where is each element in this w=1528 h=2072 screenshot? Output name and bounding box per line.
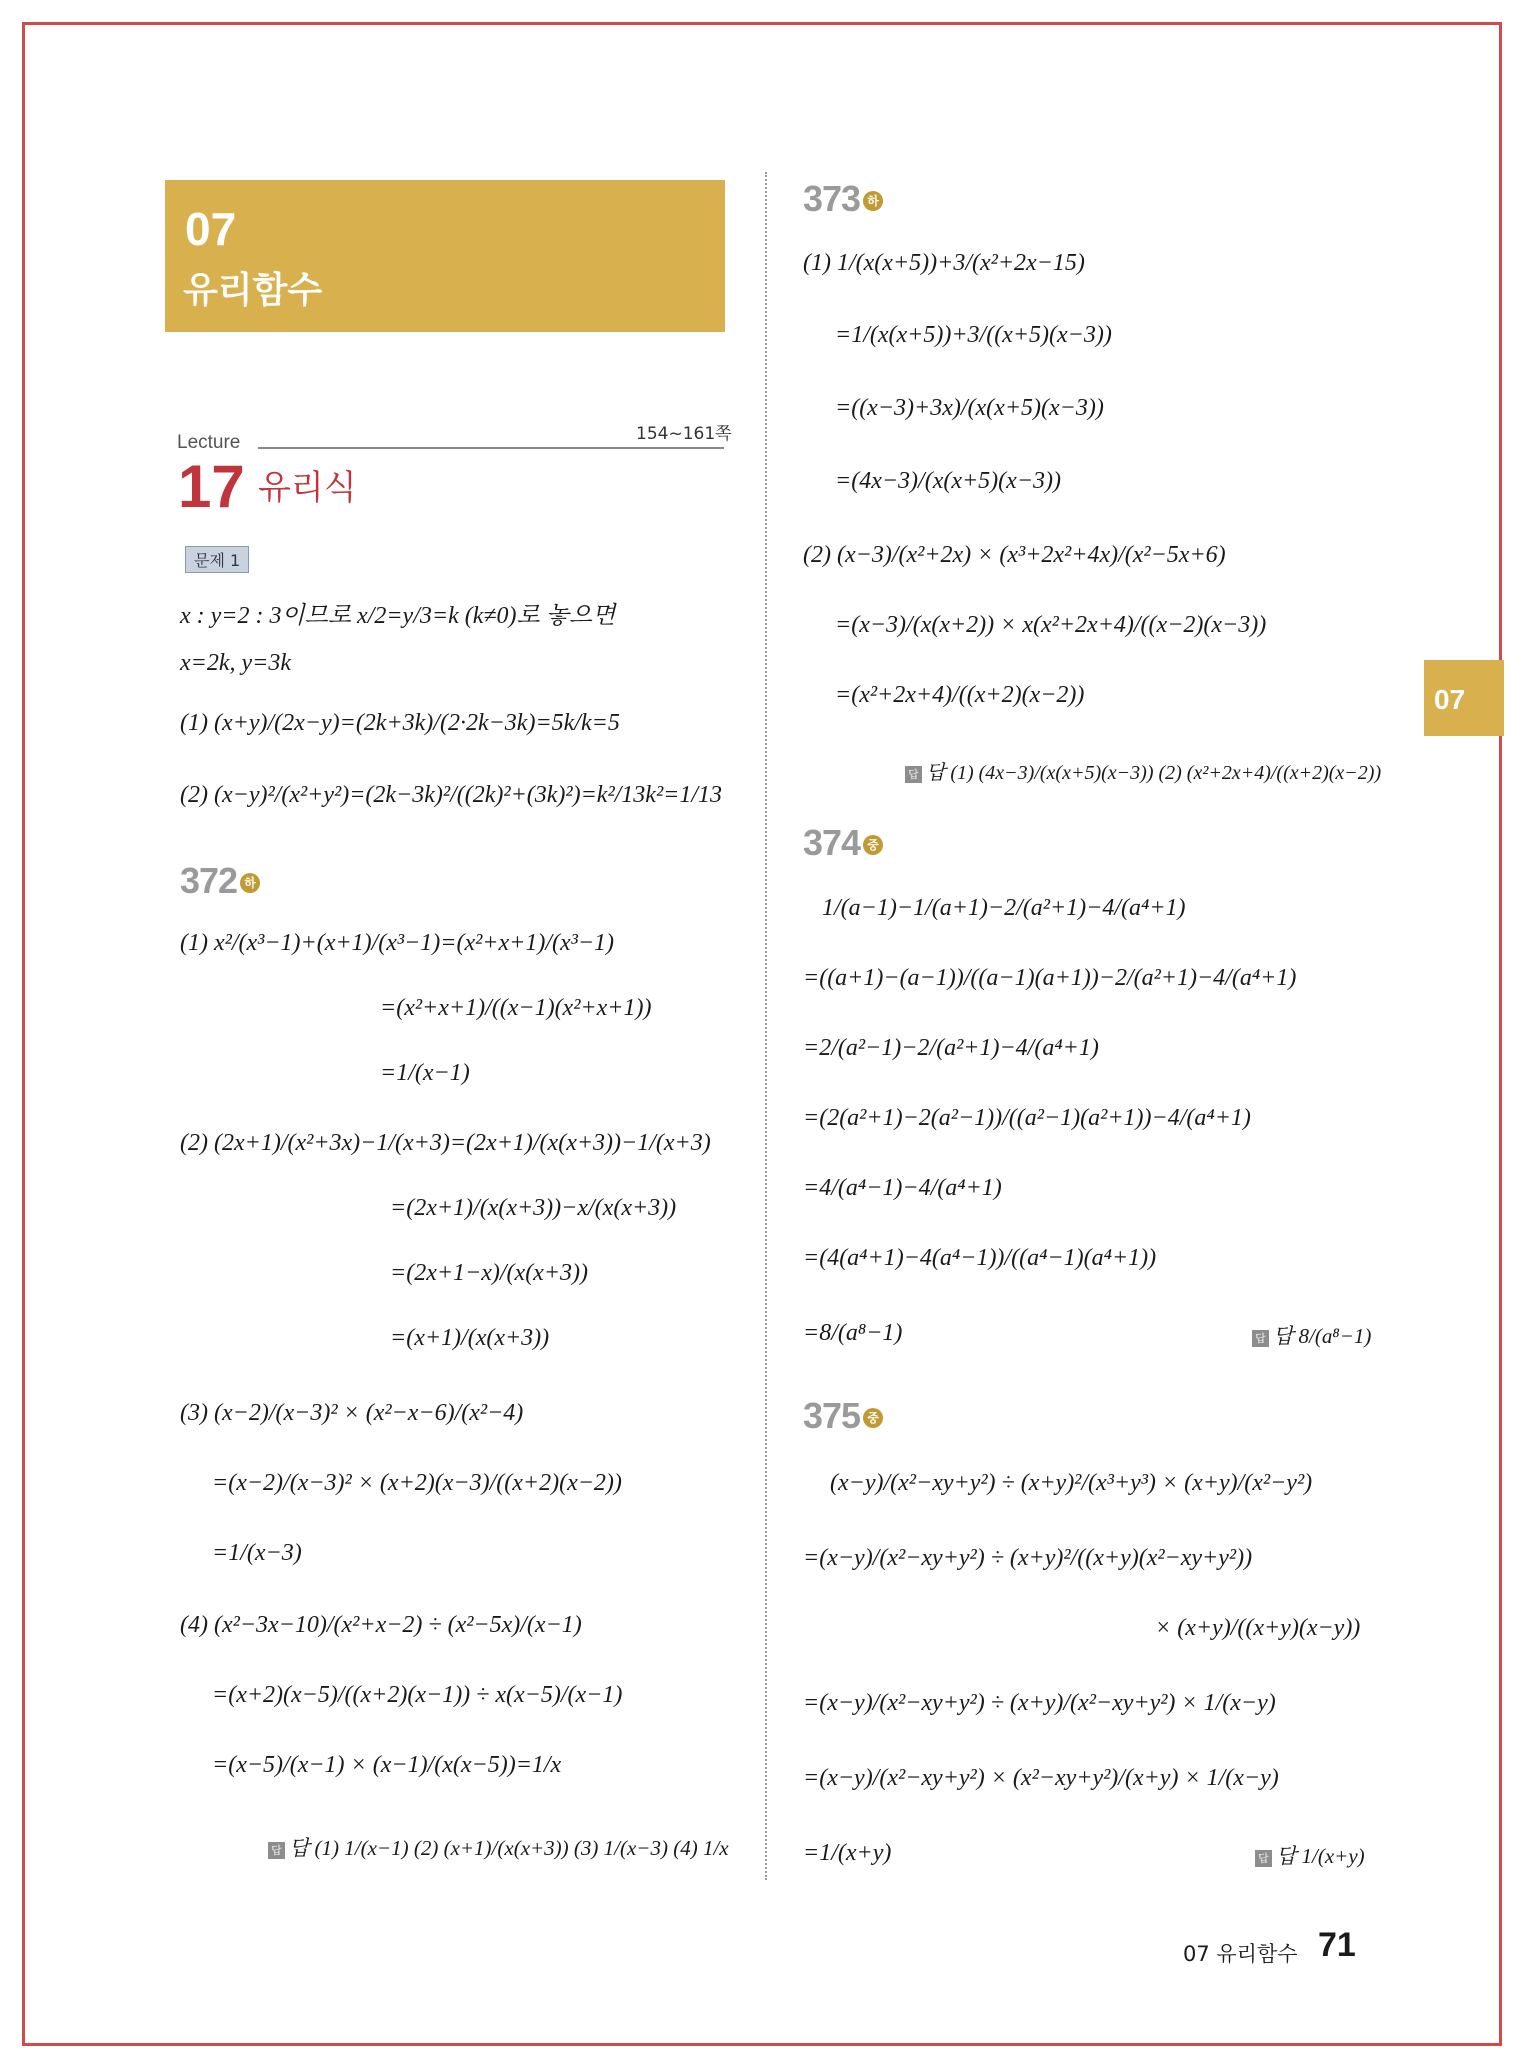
answer-text: 답 (1) 1/(x−1) (2) (x+1)/(x(x+3)) (3) 1/(x−3) (4) 1/x: [289, 1836, 729, 1860]
chapter-side-tab: [1424, 660, 1504, 736]
chapter-title: 유리함수: [183, 270, 323, 311]
munje-line: (1) (x+y)/(2x−y)=(2k+3k)/(2·2k−3k)=5k/k=5: [180, 710, 620, 736]
level-badge: 하: [240, 873, 260, 893]
answer-icon: 답: [268, 1842, 285, 1859]
lecture-number: 17: [178, 453, 245, 520]
solution-line: (4) (x²−3x−10)/(x²+x−2) ÷ (x²−5x)/(x−1): [180, 1612, 582, 1638]
problem-375-heading: [803, 1395, 883, 1437]
answer-text: 답 1/(x+y): [1276, 1844, 1365, 1868]
munje-label: 문제 1: [185, 546, 249, 573]
solution-line: =(2(a²+1)−2(a²−1))/((a²−1)(a²+1))−4/(a⁴+1): [803, 1105, 1251, 1131]
level-badge: 하: [863, 191, 883, 211]
solution-line: =(x−y)/(x²−xy+y²) × (x²−xy+y²)/(x+y) × 1/(x−y): [803, 1765, 1279, 1791]
solution-line: (2) (x−3)/(x²+2x) × (x³+2x²+4x)/(x²−5x+6): [803, 542, 1226, 568]
solution-line: =1/(x(x+5))+3/((x+5)(x−3)): [835, 322, 1112, 348]
solution-line: =(x−5)/(x−1) × (x−1)/(x(x−5))=1/x: [212, 1752, 562, 1778]
solution-line: =(x−3)/(x(x+2)) × x(x²+2x+4)/((x−2)(x−3)): [835, 612, 1267, 638]
lecture-title: 유리식: [258, 468, 357, 508]
problem-number: 372: [180, 860, 238, 901]
level-badge: 중: [863, 835, 883, 855]
solution-line: =(x−y)/(x²−xy+y²) ÷ (x+y)/(x²−xy+y²) × 1/(x−y): [803, 1690, 1276, 1716]
solution-line: =2/(a²−1)−2/(a²+1)−4/(a⁴+1): [803, 1035, 1099, 1061]
solution-line: × (x+y)/((x+y)(x−y)): [1155, 1615, 1361, 1641]
solution-line: =1/(x+y): [803, 1840, 892, 1866]
side-tab-label: 07: [1434, 684, 1466, 715]
solution-line: =((a+1)−(a−1))/((a−1)(a+1))−2/(a²+1)−4/(a⁴+1): [803, 965, 1297, 991]
chapter-number: 07: [185, 203, 237, 255]
solution-line: =(x−2)/(x−3)² × (x+2)(x−3)/((x+2)(x−2)): [212, 1470, 622, 1496]
answer-icon: 답: [905, 766, 922, 783]
answer-line: [1255, 1840, 1365, 1870]
solution-line: =(x²+2x+4)/((x+2)(x−2)): [835, 682, 1085, 708]
solution-line: =((x−3)+3x)/(x(x+5)(x−3)): [835, 395, 1104, 421]
solution-line: (2) (2x+1)/(x²+3x)−1/(x+3)=(2x+1)/(x(x+3))−1/(x+3): [180, 1130, 711, 1156]
column-divider: [765, 172, 767, 1880]
munje-line: x=2k, y=3k: [180, 650, 291, 676]
answer-line: [268, 1832, 729, 1862]
solution-line: =(x−y)/(x²−xy+y²) ÷ (x+y)²/((x+y)(x²−xy+y²)): [803, 1545, 1253, 1571]
solution-line: =(2x+1)/(x(x+3))−x/(x(x+3)): [390, 1195, 677, 1221]
answer-line: [905, 756, 1381, 785]
solution-line: =(4(a⁴+1)−4(a⁴−1))/((a⁴−1)(a⁴+1)): [803, 1245, 1157, 1271]
solution-line: =(x²+x+1)/((x−1)(x²+x+1)): [380, 995, 652, 1021]
problem-number: 375: [803, 1395, 861, 1436]
answer-text: 답 (1) (4x−3)/(x(x+5)(x−3)) (2) (x²+2x+4)/((x+2)(x−2)): [926, 762, 1382, 784]
lecture-rule: [258, 447, 724, 449]
lecture-label: Lecture: [177, 432, 241, 453]
solution-line: =1/(x−1): [380, 1060, 470, 1086]
solution-line: (1) 1/(x(x+5))+3/(x²+2x−15): [803, 250, 1085, 276]
solution-line: =(x+2)(x−5)/((x+2)(x−1)) ÷ x(x−5)/(x−1): [212, 1682, 623, 1708]
solution-line: =(x+1)/(x(x+3)): [390, 1325, 550, 1351]
munje-line: (2) (x−y)²/(x²+y²)=(2k−3k)²/((2k)²+(3k)²)=k²/13k²=1/13: [180, 782, 723, 808]
lecture-pages: 154~161쪽: [636, 424, 732, 444]
solution-line: (x−y)/(x²−xy+y²) ÷ (x+y)²/(x³+y³) × (x+y)/(x²−y²): [830, 1470, 1313, 1496]
page-number: 71: [1318, 1926, 1356, 1964]
problem-374-heading: [803, 822, 883, 864]
answer-icon: 답: [1252, 1330, 1269, 1347]
solution-line: =(2x+1−x)/(x(x+3)): [390, 1260, 589, 1286]
solution-line: 1/(a−1)−1/(a+1)−2/(a²+1)−4/(a⁴+1): [822, 895, 1186, 921]
munje-line: x : y=2 : 3이므로 x/2=y/3=k (k≠0)로 놓으면: [180, 603, 616, 629]
problem-number: 374: [803, 822, 861, 863]
problem-373-heading: [803, 178, 883, 220]
answer-line: [1252, 1320, 1371, 1350]
answer-icon: 답: [1255, 1850, 1272, 1867]
solution-line: =8/(a⁸−1): [803, 1320, 903, 1346]
answer-text: 답 8/(a⁸−1): [1273, 1324, 1372, 1348]
solution-line: =(4x−3)/(x(x+5)(x−3)): [835, 468, 1061, 494]
problem-number: 373: [803, 178, 861, 219]
solution-line: (3) (x−2)/(x−3)² × (x²−x−6)/(x²−4): [180, 1400, 524, 1426]
solution-line: =1/(x−3): [212, 1540, 302, 1566]
problem-372-heading: [180, 860, 260, 902]
chapter-header: [165, 180, 725, 332]
solution-line: =4/(a⁴−1)−4/(a⁴+1): [803, 1175, 1002, 1201]
solution-line: (1) x²/(x³−1)+(x+1)/(x³−1)=(x²+x+1)/(x³−1): [180, 930, 615, 956]
footer-chapter: 07 유리함수: [1183, 1942, 1298, 1966]
level-badge: 중: [863, 1408, 883, 1428]
